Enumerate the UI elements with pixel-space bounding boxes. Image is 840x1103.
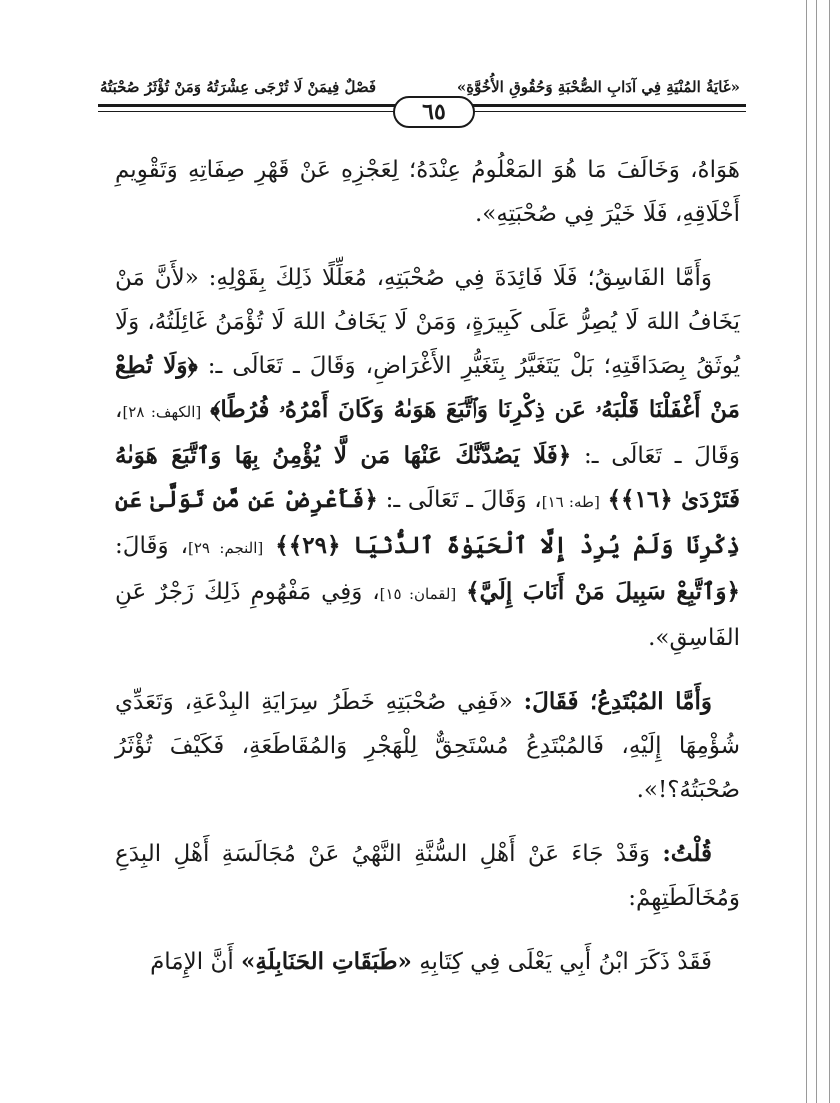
text: وَقَدْ جَاءَ عَنْ أَهْلِ السُّنَّةِ النَّهْيُ عَنْ مُجَالَسَةِ أَهْلِ البِدَعِ وَمُخَالَطَتِهِمْ: <box>115 841 740 911</box>
page-edge-line <box>816 0 817 1103</box>
text: ، وَقَالَ ـ تَعَالَى ـ: <box>385 487 542 513</box>
page-number: ٦٥ <box>393 96 475 128</box>
verse-reference: [طه: ١٦] <box>541 493 600 511</box>
text: ، وَقَالَ ـ تَعَالَى ـ: <box>115 397 741 469</box>
quran-verse: ﴿وَٱتَّبِعْ سَبِيلَ مَنْ أَنَابَ إِلَيَّ﴾ <box>466 578 741 605</box>
paragraph-lead: قُلْتُ: <box>662 840 712 867</box>
page-body <box>115 148 740 984</box>
chapter-title: فَصْلٌ فِيمَنْ لَا تُرْجَى عِشْرَتُهُ وَمَنْ تُؤْثَرُ صُحْبَتُهُ <box>100 78 377 96</box>
page-edge-line <box>829 0 830 1103</box>
verse-reference: [النجم: ٢٩] <box>188 539 264 557</box>
book-title: «غَايَةُ المُنْيَةِ فِي آدَابِ الصُّحْبَةِ وَحُقُوقِ الأُخُوَّةِ» <box>456 78 740 96</box>
paragraph <box>115 940 740 984</box>
text: ، وَقَالَ: <box>115 533 188 559</box>
page-edge-line <box>806 0 807 1103</box>
quran-verse: ﴿فَأَعْرِضْ عَن مَّن تَوَلَّىٰ عَن ذِكْرِنَا وَلَمْ يُرِدْ إِلَّا ٱلْحَيَوٰةَ ٱلدُّنْيَا ﴿٢٩﴾﴾ <box>115 486 741 559</box>
text: وَأَمَّا الفَاسِقُ؛ فَلَا فَائِدَةَ فِي صُحْبَتِهِ، مُعَلِّلًا ذَلِكَ بِقَوْلِهِ: «لأَنَّ مَنْ يَخَافُ اللهَ لَا يُصِرُّ عَلَى كَبِيرَةٍ، وَمَنْ لَا يَخَافُ اللهَ لَا تُؤْمَنُ غَائِلَتُهُ، وَلَا يُوثَقُ بِصَدَاقَتِهِ؛ بَلْ يَتَغَيَّرُ بِتَغَيُّرِ الأَغْرَاضِ، وَقَالَ ـ تَعَالَى ـ: <box>115 265 740 379</box>
verse-reference: [الكهف: ٢٨] <box>122 403 202 421</box>
quran-verse: ﴿فَلَا يَصُدَّنَّكَ عَنْهَا مَن لَّا يُؤْمِنُ بِهَا وَٱتَّبَعَ هَوَىٰهُ فَتَرْدَىٰ ﴿١٦﴾﴾ <box>115 442 741 513</box>
paragraph <box>115 256 740 660</box>
text: فَقَدْ ذَكَرَ ابْنُ أَبِي يَعْلَى فِي كِتَابِهِ <box>411 949 712 975</box>
text: ، وَفِي مَفْهُومِ ذَلِكَ زَجْرٌ عَنِ الفَاسِقِ». <box>115 579 740 651</box>
text: أَنَّ الإِمَامَ <box>150 949 242 975</box>
verse-reference: [لقمان: ١٥] <box>379 585 457 603</box>
paragraph <box>115 680 740 812</box>
quran-verse: ﴿وَلَا تُطِعْ مَنْ أَغْفَلْنَا قَلْبَهُۥ عَن ذِكْرِنَا وَٱتَّبَعَ هَوَىٰهُ وَكَانَ أَمْرُهُۥ فُرُطًا﴾ <box>115 352 740 423</box>
paragraph: هَوَاهُ، وَخَالَفَ مَا هُوَ المَعْلُومُ عِنْدَهُ؛ لِعَجْزِهِ عَنْ قَهْرِ صِفَاتِهِ وَتَقْوِيمِ أَخْلَاقِهِ، فَلَا خَيْرَ فِي صُحْبَتِهِ». <box>115 157 740 227</box>
paragraph <box>115 832 740 920</box>
paragraph-lead: وَأَمَّا المُبْتَدِعُ؛ فَقَالَ: <box>523 688 712 715</box>
book-title-inline: «طَبَقَاتِ الحَنَابِلَةِ» <box>241 948 412 975</box>
text: «فَفِي صُحْبَتِهِ خَطَرُ سِرَايَةِ البِدْعَةِ، وَتَعَدِّي شُؤْمِهَا إِلَيْهِ، فَالمُبْتَدِعُ مُسْتَحِقٌّ لِلْهَجْرِ وَالمُقَاطَعَةِ، فَكَيْفَ تُؤْثَرُ صُحْبَتُهُ؟!». <box>115 689 740 803</box>
